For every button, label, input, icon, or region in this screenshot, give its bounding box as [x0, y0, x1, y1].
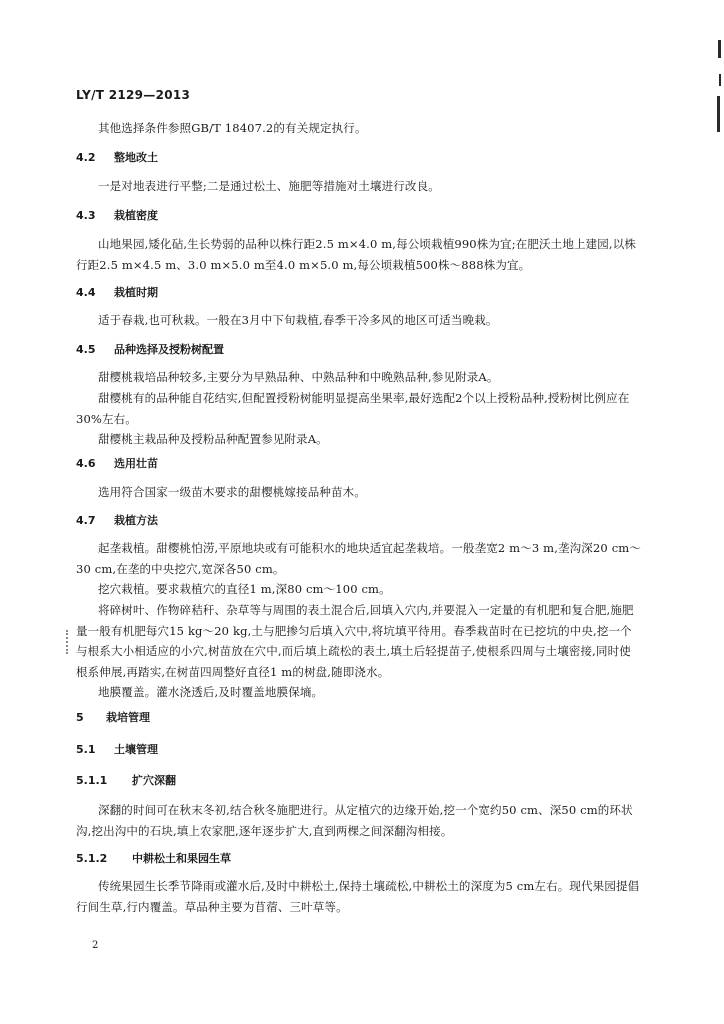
paragraph-4-5c: 甜樱桃主栽品种及授粉品种配置参见附录A。: [98, 432, 328, 446]
section-title: 整地改土: [114, 151, 158, 164]
section-4-2-heading: [76, 150, 158, 166]
paragraph-4-5a: 甜樱桃栽培品种较多,主要分为早熟品种、中熟品种和中晚熟品种,参见附录A。: [98, 370, 499, 384]
section-number: 5: [76, 711, 84, 724]
scan-edge-mark: [717, 96, 720, 132]
section-number: 4.4: [76, 286, 96, 299]
section-5-heading: [76, 710, 150, 726]
section-4-4-heading: [76, 285, 158, 301]
page-number: 2: [92, 940, 99, 951]
paragraph-4-2: 一是对地表进行平整;二是通过松土、施肥等措施对土壤进行改良。: [98, 179, 440, 193]
paragraph-4-7d: 地膜覆盖。灌水浇透后,及时覆盖地膜保墒。: [98, 685, 324, 699]
paragraph-4-7b: 挖穴栽植。要求栽植穴的直径1 m,深80 cm～100 cm。: [98, 582, 391, 596]
paragraph-4-4: 适于春栽,也可秋栽。一般在3月中下旬栽植,春季干冷多风的地区可适当晚栽。: [98, 313, 498, 327]
section-title: 栽培管理: [106, 711, 150, 724]
paragraph-5-1-2: 传统果园生长季节降雨或灌水后,及时中耕松土,保持土壤疏松,中耕松土的深度为5 cm左右。现代果园提倡行间生草,行内覆盖。草品种主要为苜蓿、三叶草等。: [76, 879, 640, 914]
standard-code-header: LY/T 2129—2013: [76, 88, 191, 102]
section-number: 4.2: [76, 151, 96, 164]
scan-edge-mark: [718, 40, 721, 58]
section-5-1-1-heading: [76, 773, 176, 789]
section-title: 土壤管理: [114, 743, 158, 756]
section-number: 5.1.1: [76, 774, 108, 787]
section-title: 选用壮苗: [114, 457, 158, 470]
paragraph-4-6: 选用符合国家一级苗木要求的甜樱桃嫁接品种苗木。: [98, 485, 366, 499]
section-number: 5.1: [76, 743, 96, 756]
section-number: 4.5: [76, 343, 96, 356]
paragraph-5-1-1: 深翻的时间可在秋末冬初,结合秋冬施肥进行。从定植穴的边缘开始,挖一个宽约50 cm、深50 cm的环状沟,挖出沟中的石块,填上农家肥,逐年逐步扩大,直到两棵之间深翻沟相接。: [76, 803, 633, 838]
section-number: 4.7: [76, 514, 96, 527]
section-4-5-heading: [76, 342, 224, 358]
scan-edge-mark: [719, 74, 721, 86]
section-4-6-heading: [76, 456, 158, 472]
section-4-3-heading: [76, 208, 158, 224]
section-5-1-2-heading: [76, 851, 231, 867]
section-title: 品种选择及授粉树配置: [114, 343, 224, 356]
paragraph-4-5b: 甜樱桃有的品种能自花结实,但配置授粉树能明显提高坐果率,最好选配2个以上授粉品种,授粉树比例应在30%左右。: [76, 391, 630, 426]
section-5-1-heading: [76, 742, 158, 758]
paragraph-4-7a: 起垄栽植。甜樱桃怕涝,平原地块或有可能积水的地块适宜起垄栽培。一般垄宽2 m～3 m,垄沟深20 cm～30 cm,在垄的中央挖穴,宽深各50 cm。: [76, 541, 641, 576]
paragraph-intro: 其他选择条件参照GB/T 18407.2的有关规定执行。: [98, 121, 367, 135]
section-number: 4.6: [76, 457, 96, 470]
section-title: 中耕松土和果园生草: [132, 852, 231, 865]
section-title: 扩穴深翻: [132, 774, 176, 787]
section-title: 栽植时期: [114, 286, 158, 299]
section-number: 5.1.2: [76, 852, 108, 865]
paragraph-4-3: 山地果园,矮化砧,生长势弱的品种以株行距2.5 m×4.0 m,每公顷栽植990株为宜;在肥沃土地上建园,以株行距2.5 m×4.5 m、3.0 m×5.0 m至4.0 m×5.0 m,每公顷栽植500株～888株为宜。: [76, 237, 637, 272]
section-title: 栽植密度: [114, 209, 158, 222]
section-4-7-heading: [76, 513, 158, 529]
section-number: 4.3: [76, 209, 96, 222]
paragraph-4-7c: 将碎树叶、作物碎秸秆、杂草等与周围的表土混合后,回填入穴内,并要混入一定量的有机肥和复合肥,施肥量一般有机肥每穴15 kg～20 kg,土与肥掺匀后填入穴中,将坑填平待用。春季栽苗时在已挖坑的中央,挖一个与根系大小相适应的小穴,树苗放在穴中,而后填上疏松的表土,填土后轻提苗子,使根系四周与土壤密接,同时使根系伸展,再踏实,在树苗四周整好直径1 m的树盘,随即浇水。: [76, 603, 634, 679]
section-title: 栽植方法: [114, 514, 158, 527]
scan-artifact: [66, 630, 71, 654]
